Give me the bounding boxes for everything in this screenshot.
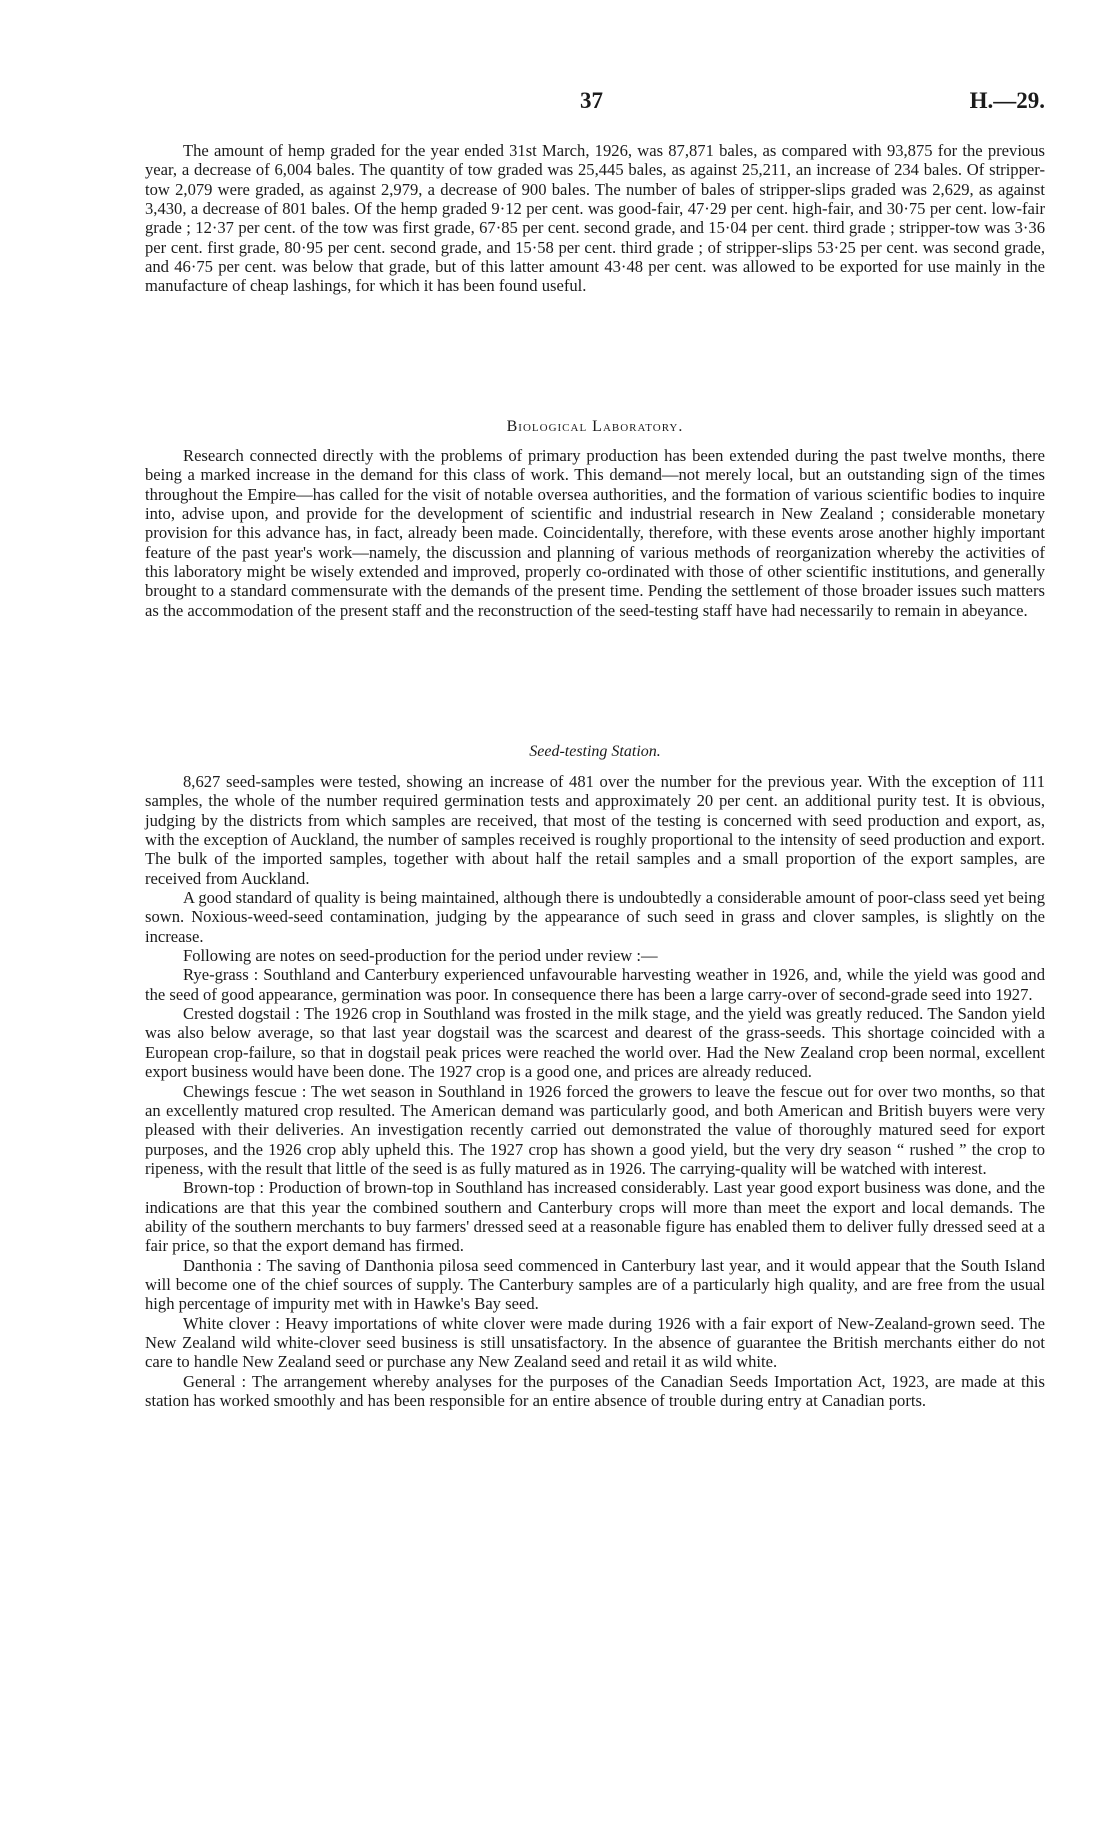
hemp-paragraph: The amount of hemp graded for the year ended 31st March, 1926, was 87,871 bales, as compared with 93,875 for the previous year, a decrease of 6,004 bales. The quantity of tow graded was 25,445 bales, as against 25,211, an increase of 234 bales. Of stripper-tow 2,079 were graded, as against 2,979, a decrease of 900 bales. The number of bales of stripper-slips graded was 2,629, as against 3,430, a decrease of 801 bales. Of the hemp graded 9·12 per cent. was good-fair, 47·29 per cent. high-fair, and 30·75 per cent. low-fair grade ; 12·37 per cent. of the tow was first grade, 67·85 per cent. second grade, and 15·04 per cent. third grade ; stripper-tow was 3·36 per cent. first grade, 80·95 per cent. second grade, and 15·58 per cent. third grade ; of stripper-slips 53·25 per cent. was second grade, and 46·75 per cent. was below that grade, but of this latter amount 43·48 per cent. was allowed to be exported for use mainly in the manufacture of cheap lashings, for which it has been found useful. (145, 141, 1045, 296)
seed-note-white-clover: White clover : Heavy importations of white clover were made during 1926 with a fair export of New-Zealand-grown seed. The New Zealand wild white-clover seed business is still unsatisfactory. In the absence of guarantee the British merchants either do not care to handle New Zealand seed or purchase any New Zealand seed and retail it as wild white. (145, 1313, 1045, 1372)
seed-note-danthonia: Danthonia : The saving of Danthonia pilosa seed commenced in Canterbury last year, and it would appear that the South Island will become one of the chief sources of supply. The Canterbury samples are of a particularly high quality, and are free from the usual high percentage of impurity met with in Hawke's Bay seed. (145, 1255, 1045, 1314)
seed-note-rye-grass: Rye-grass : Southland and Canterbury experienced unfavourable harvesting weather in 1926, and, while the yield was good and the seed of good appearance, germination was poor. In consequence there has been a large carry-over of second-grade seed into 1927. (145, 965, 1045, 1004)
seed-note-chewings-fescue: Chewings fescue : The wet season in Southland in 1926 forced the growers to leave the fescue out for over two months, so that an excellently matured crop resulted. The American demand was particularly good, and both American and British buyers were very pleased with their deliveries. An investigation recently carried out demonstrated the value of thoroughly matured seed for export purposes, and the 1926 crop ably upheld this. The 1927 crop has shown a good yield, but the very dry season “ rushed ” the crop to ripeness, with the result that little of the seed is as fully matured as in 1926. The carrying-quality will be watched with interest. (145, 1081, 1045, 1178)
biological-laboratory-heading: Biological Laboratory. (506, 418, 684, 435)
seed-testing-paragraph: Following are notes on seed-production for the period under review :— (183, 946, 658, 966)
hemp-grading-section (145, 141, 1045, 296)
seed-testing-paragraph: 8,627 seed-samples were tested, showing an increase of 481 over the number for the previous year. With the exception of 111 samples, the whole of the number required germination tests and approximately 20 per cent. an additional purity test. It is obvious, judging by the districts from which samples are received, that most of the testing is concerned with seed production and export, as, with the exception of Auckland, the number of samples received is roughly proportional to the intensity of seed production and export. The bulk of the imported samples, together with about half the retail samples and a small proportion of the export samples, are received from Auckland. (145, 772, 1045, 888)
biological-laboratory-section (145, 446, 1045, 620)
seed-note-brown-top: Brown-top : Production of brown-top in Southland has increased considerably. Last year good export business was done, and the indications are that this year the combined southern and Canterbury crops will more than meet the export and local demands. The ability of the southern merchants to buy farmers' dressed seed at a reasonable figure has enabled them to deliver fully dressed seed at a fair price, so that the export demand has firmed. (145, 1178, 1045, 1256)
seed-testing-paragraph: A good standard of quality is being maintained, although there is undoubtedly a considerable amount of poor-class seed yet being sown. Noxious-weed-seed contamination, judging by the appearance of such seed in grass and clover samples, is slightly on the increase. (145, 888, 1045, 946)
document-reference: H.—29. (969, 88, 1045, 113)
biological-laboratory-paragraph: Research connected directly with the problems of primary production has been extended during the past twelve months, there being a marked increase in the demand for this class of work. This demand—not merely local, but an outstanding sign of the times throughout the Empire—has called for the visit of notable oversea authorities, and the formation of various scientific bodies to inquire into, advise upon, and provide for the development of scientific and industrial research in New Zealand ; considerable monetary provision for this advance has, in fact, already been made. Coincidentally, therefore, with these events arose another highly important feature of the past year's work—namely, the discussion and planning of various methods of reorganization whereby the activities of this laboratory might be wisely extended and improved, properly co-ordinated with those of other scientific institutions, and generally brought to a standard commensurate with the demands of the present time. Pending the settlement of those broader issues such matters as the accommodation of the present staff and the reconstruction of the seed-testing staff have had necessarily to remain in abeyance. (145, 446, 1045, 620)
seed-note-crested-dogstail: Crested dogstail : The 1926 crop in Southland was frosted in the milk stage, and the yield was greatly reduced. The Sandon yield was also below average, so that last year dogstail was the scarcest and dearest of the grass-seeds. This shortage coincided with a European crop-failure, so that in dogstail peak prices were reached the world over. Had the New Zealand crop been normal, excellent export business would have been done. The 1927 crop is a good one, and prices are already reduced. (145, 1004, 1045, 1082)
seed-note-general: General : The arrangement whereby analyses for the purposes of the Canadian Seeds Importation Act, 1923, are made at this station has worked smoothly and has been responsible for an entire absence of trouble during entry at Canadian ports. (145, 1371, 1045, 1410)
seed-testing-heading: Seed-testing Station. (529, 743, 661, 760)
seed-testing-section (145, 772, 1045, 1410)
page-number: 37 (580, 88, 603, 113)
page-header (145, 88, 1045, 118)
